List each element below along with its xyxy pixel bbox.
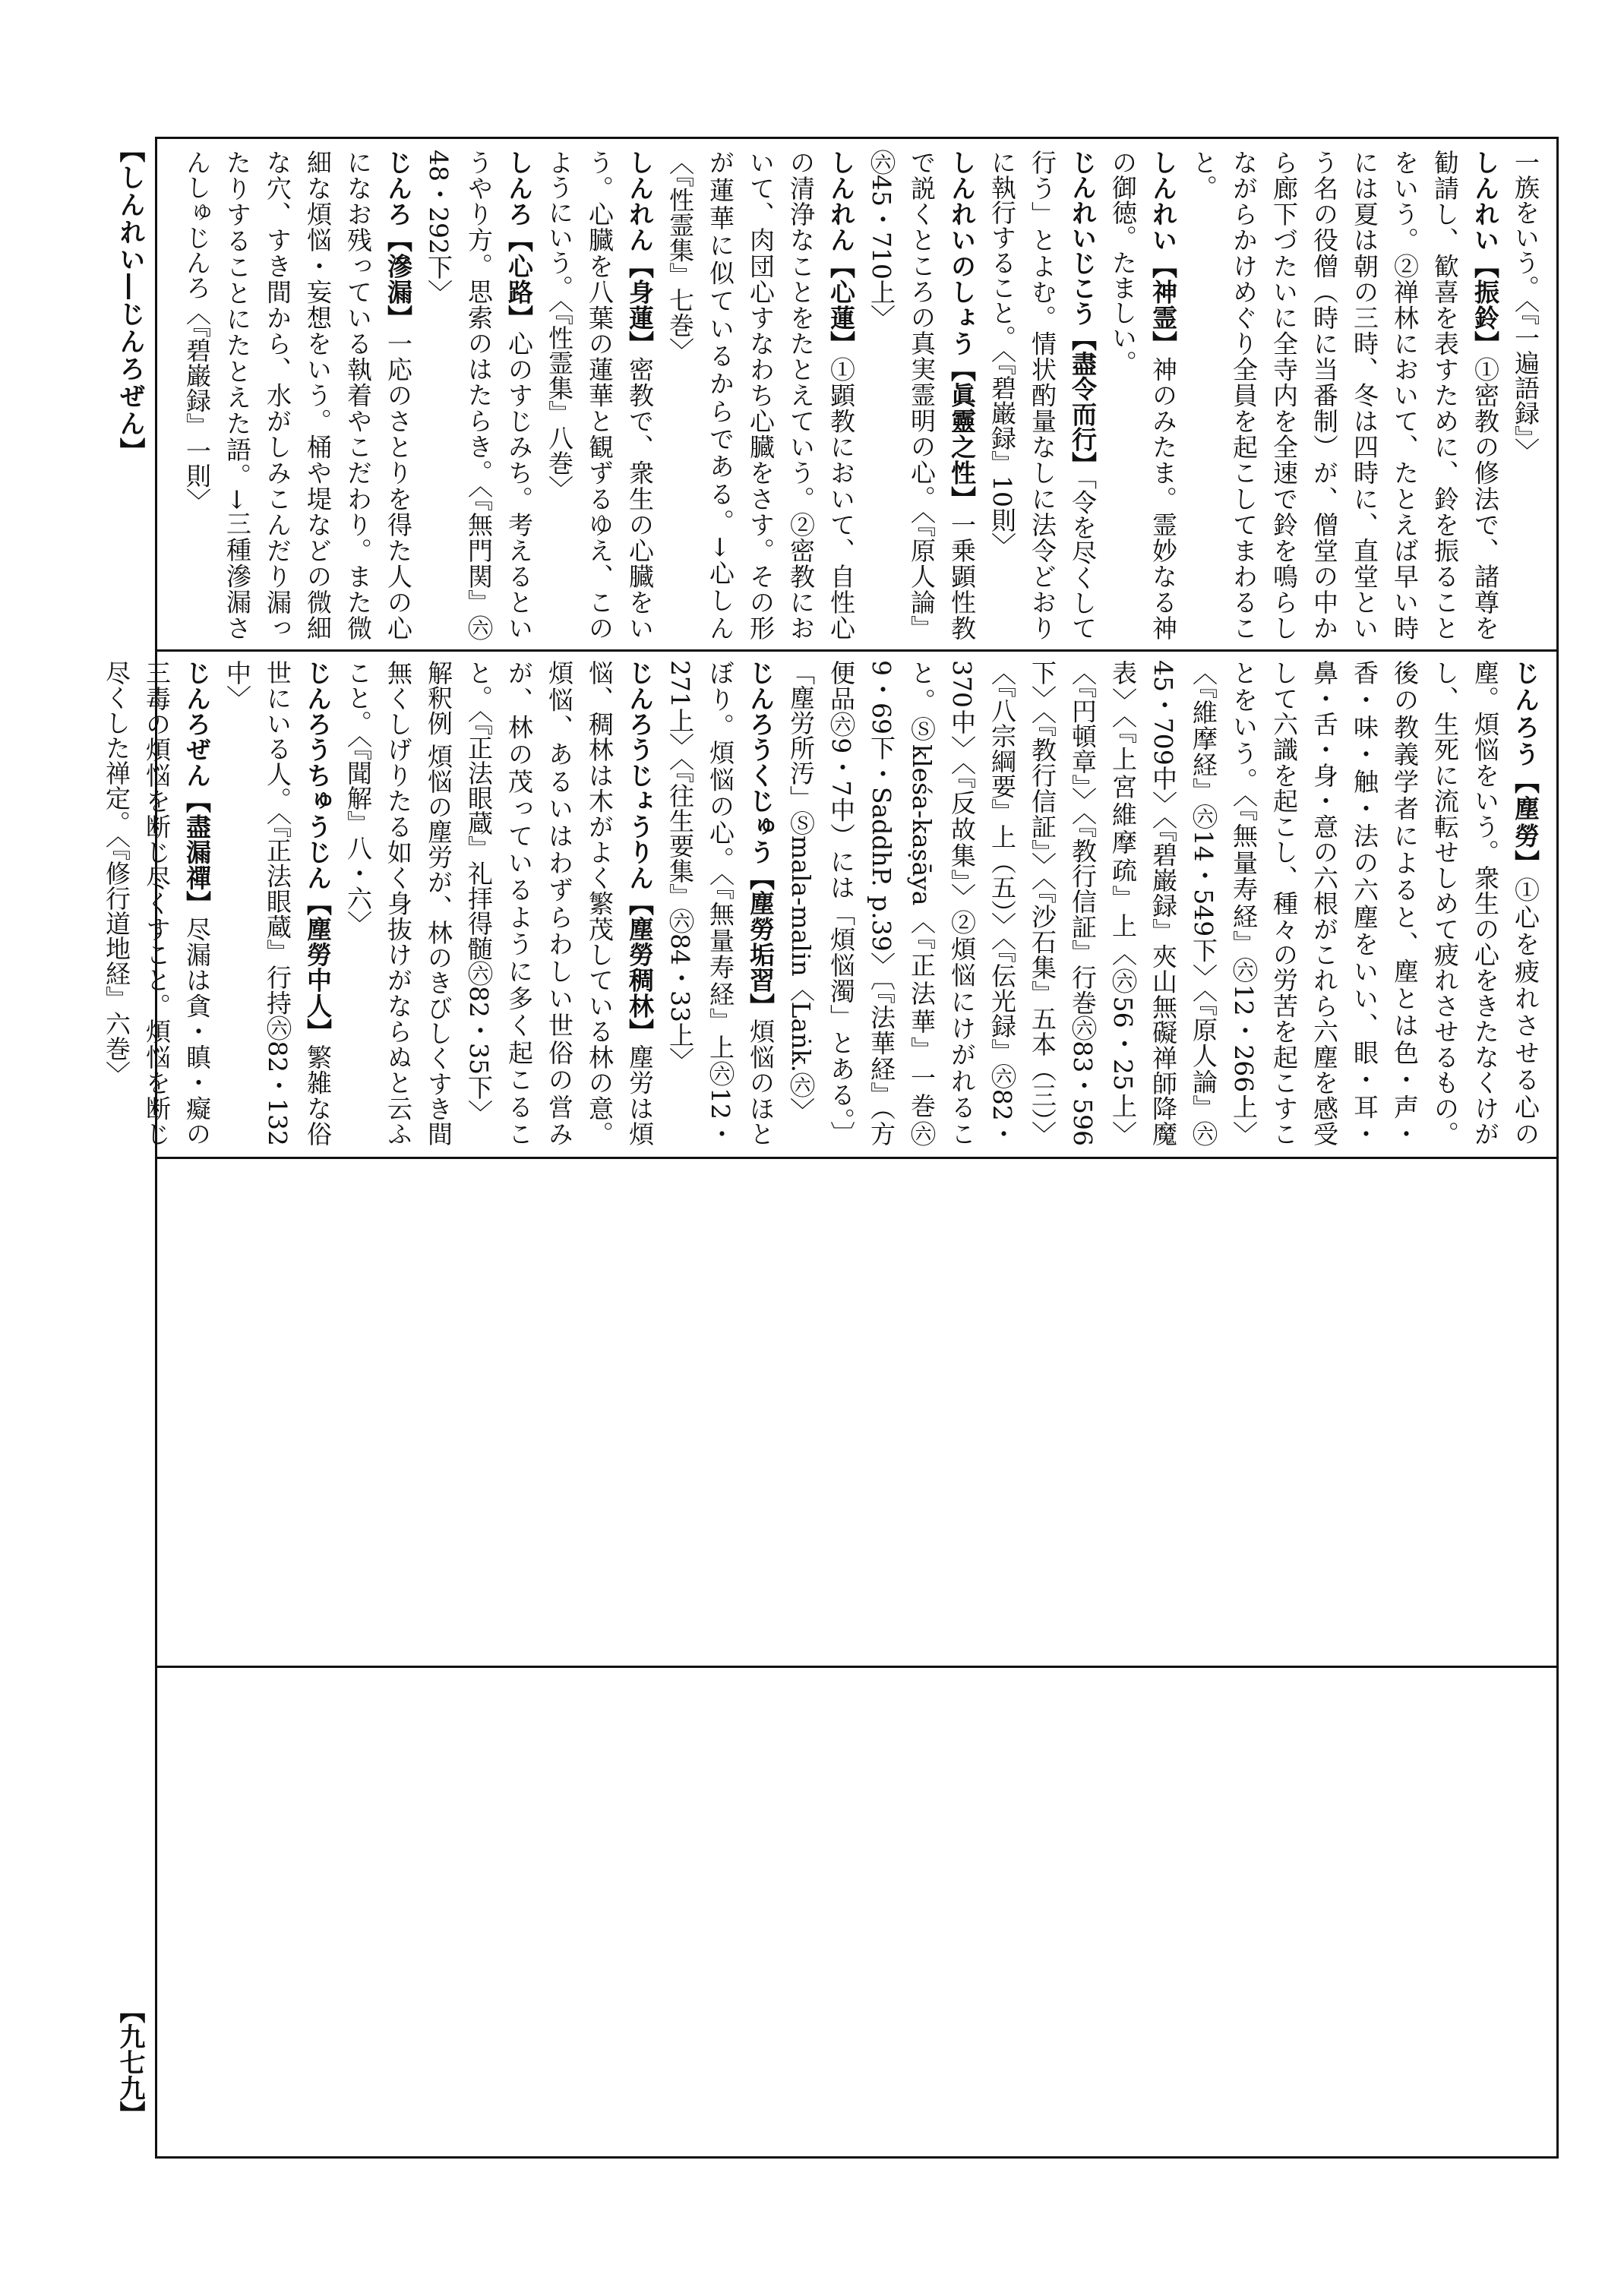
dictionary-entry (419, 150, 539, 640)
entry-definition: ①密教の修法で、諸尊を勧請し、歓喜を表すために、鈴を振ることをいう。②禅林において、たとえば早い時には夏は朝の三時、冬は四時に、直堂という名の役僧（時に当番制）が、僧堂の中から廊下づたいに全寺内を全速で鈴を鳴らしながらかけめぐり全員を起こしてまわること。 (1189, 150, 1500, 641)
entry-definition: 一族をいう。〈『一遍語録』〉 (1511, 150, 1540, 463)
entry-headword: しんれいのしょう【眞靈之性】 (947, 150, 977, 512)
page-number: 【九七九】 (115, 1998, 145, 2127)
entry-headword: じんろうじょうりん【塵勞稠林】 (625, 660, 655, 1044)
entry-headword: じんろうくじゅう【塵勞垢習】 (746, 660, 776, 1019)
dictionary-entry (539, 150, 660, 640)
dictionary-entry (96, 660, 217, 1146)
entry-headword: じんろ【滲漏】 (384, 150, 413, 331)
dictionary-entry (1506, 150, 1546, 640)
entry-definition: ①顕教において、自性心の清浄なことをたとえていう。②密教において、肉団心すなわち心臓をさす。その形が蓮華に似ているからである。→心しん〈『性霊集』七巻〉 (665, 150, 856, 641)
entry-definition: 尽漏は貪・瞋・癡の三毒の煩悩を断じ尽くすこと。煩悩を断じ尽くした禅定。〈『修行道地経』六巻〉 (102, 660, 212, 1147)
dictionary-entry (338, 660, 459, 1146)
dictionary-entry (1103, 150, 1183, 640)
dictionary-entry (660, 150, 861, 640)
entry-definition: 心のすじみち。考えるというやり方。思索のはたらき。〈『無門関』㊅48・292下〉 (424, 150, 534, 641)
dictionary-entry (982, 150, 1103, 640)
dictionary-entry (217, 660, 338, 1146)
upper-tier-entries (168, 150, 1546, 640)
entry-headword: しんろ【心路】 (504, 150, 534, 331)
dictionary-entry (1183, 150, 1506, 640)
entry-headword: じんろうちゅうじん【塵勞中人】 (303, 660, 333, 1044)
entry-headword: しんれん【心蓮】 (826, 150, 856, 357)
dictionary-entry (781, 660, 1546, 1146)
entry-definition: 一乗顕性教で説くところの真実霊明の心。〈『原人論』㊅45・710上〉 (867, 150, 977, 641)
dictionary-entry (177, 150, 419, 640)
entry-headword: しんれい【振鈴】 (1471, 150, 1500, 357)
entry-definition: 「令を尽くして行う」とよむ。情状酌量なしに法令どおりに執行すること。〈『碧巌録』10則〉 (987, 150, 1098, 641)
lower-tier-entries (102, 660, 1546, 1147)
tier-divider-1 (157, 649, 1556, 652)
tier-divider-2 (157, 1157, 1556, 1159)
entry-headword: じんろう【塵勞】 (1511, 660, 1540, 877)
entry-definition: 一応のさとりを得た人の心になお残っている執着やこだわり。また微細な煩悩・妄想をいう。桶や堤などの微細な穴、すき間から、水がしみこんだり漏ったりすることにたとえた語。→三種滲漏さんしゅじんろ〈『碧巌録』一則〉 (182, 150, 413, 641)
dictionary-entry (459, 660, 660, 1146)
dictionary-entry (861, 150, 982, 640)
tier-divider-3 (157, 1666, 1556, 1668)
entry-definition: 密教で、衆生の心臓をいう。心臓を八葉の蓮華と観ずるゆえ、このようにいう。〈『性霊集』八巻〉 (545, 150, 655, 641)
entry-definition: 解釈例 煩悩の塵労が、林のきびしくすき間無くしげりたる如く身抜けがならぬと云ふこと。〈『聞解』八・六〉 (343, 660, 453, 1146)
dictionary-entry (660, 660, 781, 1146)
entry-headword: じんろぜん【盡漏禪】 (182, 660, 212, 917)
entry-definition: 神のみたま。霊妙なる神の御徳。たましい。 (1108, 150, 1178, 641)
entry-headword: しんれい【神霊】 (1148, 150, 1178, 357)
entry-definition: ①心を疲れさせる心の塵。煩悩をいう。衆生の心をきたなくけがし、生死に流転せしめて疲れさせるもの。後の教義学者によると、塵とは色・声・香・味・触・法の六塵をいい、眼・耳・鼻・舌・身・意の六根がこれら六塵を感受して六識を起こし、種々の労苦を起こすことをいう。〈『無量寿経』㊅12・266上〉〈『維摩経』㊅14・549下〉〈『原人論』㊅45・709中〉〈『碧巌録』夾山無礙禅師降魔表〉〈『上宮維摩疏』上〈㊅56・25上〉〈『円頓章』〉〈『教行信証』行巻㊅83・596下〉〈『教行信証』〉〈『沙石集』五本（三）〉〈『八宗綱要』上（五）〉〈『伝光録』㊅82・370中〉〈『反故集』〉②煩悩にけがれること。Ⓢkleśa-kaṣāya〈『正法華』一巻㊅9・69下・SaddhP. p.39〉〔『法華経』（方便品㊅9・7中）には「煩悩濁」とある。〕「塵労所汚」Ⓢmala-malin〈Laṅk.㊅〉 (786, 660, 1540, 1147)
entry-definition: 煩悩のほとぼり。煩悩の心。〈『無量寿経』上㊅12・271上〉〈『往生要集』㊅84・33上〉 (665, 660, 776, 1147)
running-head: 【しんれい―じんろぜん】 (115, 137, 145, 465)
entry-headword: しんれん【身蓮】 (625, 150, 655, 357)
entry-headword: じんれいじこう【盡令而行】 (1068, 150, 1098, 477)
entry-definition: 繁雑な俗世にいる人。〈『正法眼蔵』行持㊅82・132中〉 (223, 660, 333, 1147)
entry-definition: 塵労は煩悩、稠林は木がよく繁茂している林の意。煩悩、あるいはわずらわしい世俗の営みが、林の茂っているように多く起こること。〈『正法眼蔵』礼拝得髄㊅82・35下〉 (464, 660, 655, 1147)
